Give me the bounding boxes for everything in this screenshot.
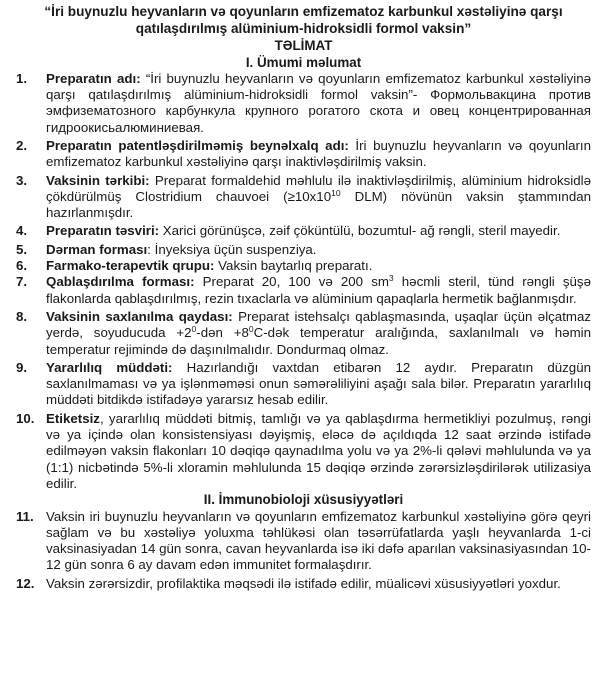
- item-body: Preparat 20, 100 və 200 sm: [194, 274, 389, 290]
- list-item-10: [10, 411, 597, 492]
- item-body: Xarici görünüşcə, zəif çöküntülü, bozumtul- ağ rəngli, steril mayedir.: [159, 223, 561, 239]
- item-text: [46, 411, 597, 492]
- section-1-heading: I. Ümumi məlumat: [245, 54, 362, 70]
- item-number: 1.: [16, 70, 28, 86]
- item-label: Qablaşdırılma forması:: [46, 274, 195, 290]
- item-label: Dərman forması: [46, 241, 148, 257]
- item-label: Preparatın adı:: [46, 70, 141, 86]
- instruction-heading: TƏLİMAT: [274, 38, 333, 53]
- item-text: [46, 309, 597, 358]
- item-label: Preparatın patentləşdirilməmiş beynəlxalq adı:: [46, 137, 349, 153]
- item-label: Etiketsiz: [46, 410, 100, 426]
- list-item-2: [10, 138, 597, 171]
- item-body: Preparat istehsalçı qablaşmasında, uşaqlar üçün əlçatmaz yerdə, soyuducuda +2: [46, 308, 592, 341]
- superscript: 0: [248, 324, 254, 335]
- item-body: Hazırlandığı vaxtdan etibarən 12 aydır. Preparatın düzgün saxlanılmaması və ya işlənməməsi onun səmərəliliyini aşağı sala bilər. Preparatın yararlılıq müddəti bitdikdə istifadəyə yararsız hesab edilir.: [46, 359, 591, 408]
- item-number: 4.: [16, 223, 28, 239]
- item-body: , yararlılıq müddəti bitmiş, tamlığı və ya qablaşdırma hermetikliyi pozulmuş, rəngi və ya içində olan konsistensiyası dəyişmiş, eləcə də açıldıqda 12 saat ərzində istifadə edilməyən vaksin flakonları 10 dəqiqə qaynadılma yolu və ya 2%-li qələvi məhlulunda və ya (1:1) nicbətində 5%-li xloramin məhlulunda 15 dəqiqə ərzində zərərsizləşdirilərək utilizasiya edilir.: [46, 410, 591, 491]
- item-number: 9.: [16, 359, 28, 375]
- item-body-cont: DLM) növünün vaksin ştammından hazırlanmışdır.: [46, 188, 592, 221]
- item-text: [46, 173, 597, 222]
- superscript: 3: [388, 273, 394, 284]
- item-number: 2.: [16, 137, 28, 153]
- section-2-heading: II. İmmunobioloji xüsusiyyətləri: [203, 492, 404, 508]
- item-number: 5.: [16, 241, 28, 257]
- item-text: [46, 71, 597, 136]
- item-body-cont: -dən +8: [196, 325, 249, 341]
- item-label: Vaksinin tərkibi:: [46, 172, 150, 188]
- item-number: 10.: [16, 410, 35, 426]
- item-body: İri buynuzlu heyvanların və qoyunların emfizematoz karbunkul xəstəliyinə qarşı inaktivləşdirilmiş vaksin.: [46, 137, 591, 170]
- item-text: [46, 242, 597, 258]
- item-text: Vaksin iri buynuzlu heyvanların və qoyunların emfizematoz karbunkul xəstəliyinə görə qeyri sağlam və bu xəstəliyə yoluxma təhlükəsi olan təsərrüfatlarda yaşlı heyvanlarda 1-ci vaksinasiyadan 14 gün sonra, cavan heyvanlarda isə iki dəfə aparılan vaksinasiyasından 10-12 gün sonra 6 ay davam edən immunitet formalaşdırır.: [46, 508, 591, 573]
- list-item-7: [10, 274, 597, 307]
- item-number: 6.: [16, 258, 28, 274]
- item-text: [46, 360, 597, 409]
- item-text: [46, 138, 597, 171]
- item-body: : İnyeksiya üçün suspenziya.: [147, 241, 317, 257]
- item-text: Vaksin zərərsizdir, profilaktika məqsədi ilə istifadə edilir, müalicəvi xüsusiyyətləri yoxdur.: [46, 575, 561, 591]
- item-number: 11.: [16, 508, 34, 524]
- item-label: Preparatın təsviri:: [46, 223, 160, 239]
- list-item-6: [10, 258, 597, 274]
- item-label: Vaksinin saxlanılma qaydası:: [46, 308, 233, 324]
- list-item-9: [10, 360, 597, 409]
- list-item-5: [10, 242, 597, 258]
- item-text: [46, 223, 597, 239]
- list-item-8: [10, 309, 597, 358]
- item-text: [46, 258, 597, 274]
- item-number: 8.: [16, 308, 28, 324]
- item-body: “İri buynuzlu heyvanların və qoyunların emfizematoz karbunkul xəstəliyinə qarşı qatılaşdırılmış alüminium-hidroksidli formol vaksin”- Формольвакцина против эмфизематозного карбункула крупного рогатого скота и овец концентрированная гидроокисьалюминиевая.: [46, 70, 592, 135]
- item-body-cont: həcmli steril, tünd rəngli şüşə flakonlarda qablaşdırılmış, rezin tıxaclarla və alüminium qapaqlarla hermetik bağlanmışdır.: [46, 274, 591, 306]
- list-item-1: [10, 71, 597, 136]
- item-body: Preparat formaldehid məhlulu ilə inaktivləşdirilmiş, alüminium hidroksidlə çökdürülmüş Clostridium chauvoei (≥10x10: [46, 172, 591, 204]
- list-item-12: [10, 576, 597, 592]
- item-label: Yararlılıq müddəti:: [46, 359, 173, 375]
- superscript: 0: [191, 324, 197, 335]
- item-label: Farmako-terapevtik qrupu:: [46, 258, 215, 274]
- document-title: “İri buynuzlu heyvanların və qoyunların emfizematoz karbunkul xəstəliyinə qarşı qatılaşdırılmış alüminium-hidroksidli formol vaksin”: [44, 4, 563, 36]
- list-item-4: [10, 223, 597, 239]
- item-number: 3.: [16, 172, 28, 188]
- list-item-11: [10, 509, 597, 574]
- item-number: 7.: [16, 274, 28, 290]
- item-body-cont: C-dək temperatur aralığında, saxlanılmalı və həmin temperatur rejimində də daşınılmalıdır. Dondurmaq olmaz.: [46, 325, 592, 357]
- list-item-3: [10, 173, 597, 222]
- item-text: [46, 274, 597, 307]
- superscript: 10: [331, 187, 341, 198]
- item-number: 12.: [16, 575, 35, 591]
- item-body: Vaksin baytarlıq preparatı.: [214, 258, 373, 274]
